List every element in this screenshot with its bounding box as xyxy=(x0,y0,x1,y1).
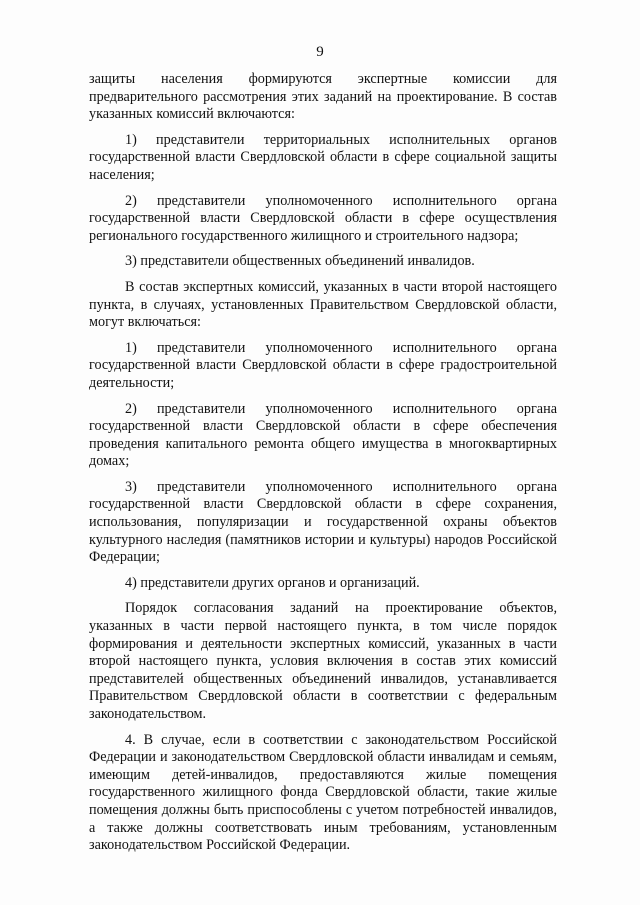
paragraph-optional-item-1: 1) представители уполномоченного исполнительного органа государственной власти Свердловской области в сфере градостроительной деятельности; xyxy=(89,339,557,391)
paragraph-optional-item-4: 4) представители других органов и организаций. xyxy=(125,574,420,591)
paragraph-optional-item-3: 3) представители уполномоченного исполнительного органа государственной власти Свердловской области в сфере сохранения, использования, популяризации и государственной охраны объектов культурного наследия (памятников истории и культуры) народов Российской Федерации; xyxy=(89,478,557,566)
paragraph-clause-4: 4. В случае, если в соответствии с законодательством Российской Федерации и законодательством Свердловской области инвалидам и семьям, имеющим детей-инвалидов, предоставляются жилые помещения государственного жилищного фонда Свердловской области, такие жилые помещения должны быть приспособлены с учетом потребностей инвалидов, а также должны соответствовать иным требованиям, установленным законодательством Российской Федерации. xyxy=(89,731,557,854)
paragraph-list-item-2: 2) представители уполномоченного исполнительного органа государственной власти Свердловской области в сфере осуществления регионального государственного жилищного и строительного надзора; xyxy=(89,192,557,244)
paragraph-composition-intro: В состав экспертных комиссий, указанных в части второй настоящего пункта, в случаях, установленных Правительством Свердловской области, могут включаться: xyxy=(89,278,557,331)
document-body xyxy=(89,71,557,863)
paragraph-list-item-3: 3) представители общественных объединений инвалидов. xyxy=(125,253,475,270)
page-number: 9 xyxy=(316,44,324,60)
paragraph-list-item-1: 1) представители территориальных исполнительных органов государственной власти Свердловской области в сфере социальной защиты населения; xyxy=(89,131,557,183)
paragraph-procedure: Порядок согласования заданий на проектирование объектов, указанных в части первой настоящего пункта, в том числе порядок формирования и деятельности экспертных комиссий, указанных в части второй настоящего пункта, условия включения в состав этих комиссий представителей общественных объединений инвалидов, устанавливается Правительством Свердловской области в соответствии с федеральным законодательством. xyxy=(89,600,557,722)
paragraph-optional-item-2: 2) представители уполномоченного исполнительного органа государственной власти Свердловской области в сфере обеспечения проведения капитального ремонта общего имущества в многоквартирных домах; xyxy=(89,400,557,470)
paragraph-continuation: защиты населения формируются экспертные комиссии для предварительного рассмотрения этих заданий на проектирование. В состав указанных комиссий включаются: xyxy=(89,71,557,123)
